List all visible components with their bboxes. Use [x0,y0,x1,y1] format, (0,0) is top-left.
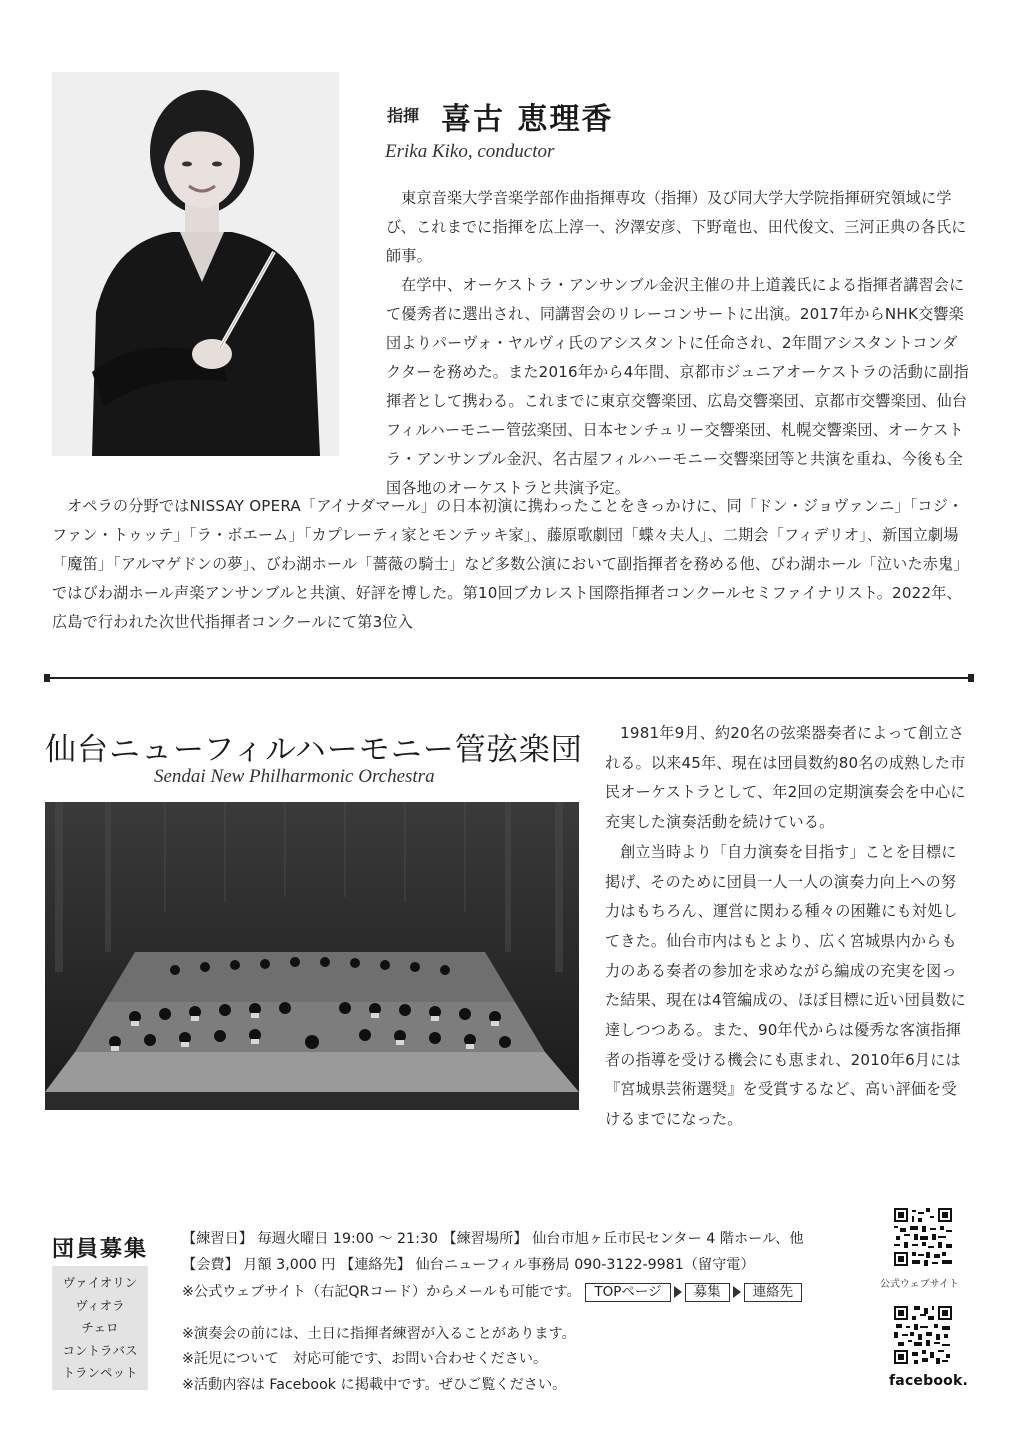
orchestra-title: 仙台ニューフィルハーモニー管弦楽団 [45,732,583,768]
conductor-opera-bio [52,492,972,637]
practice-day: 毎週火曜日 19:00 ～ 21:30 [257,1231,438,1247]
practice-info [182,1228,804,1248]
fee-contact-info [182,1254,755,1274]
practice-day-label: 【練習日】 [182,1231,253,1247]
arrow-right-icon [733,1286,741,1298]
orchestra-description [605,719,971,1135]
qr-caption: 公式ウェブサイト [880,1279,959,1290]
nav-top-button[interactable]: TOPページ [585,1283,670,1302]
part-item: コントラバス [62,1342,138,1358]
orchestra-title-en: Sendai New Philharmonic Orchestra [154,766,435,787]
conductor-role: 指揮 [387,106,420,125]
conductor-name: 喜古 恵理香 [441,102,614,137]
orchestra-photo [45,802,579,1110]
divider-cap-right [968,674,974,682]
part-item: ヴィオラ [75,1297,125,1313]
divider-cap-left [44,674,50,682]
website-qr-icon[interactable] [894,1208,952,1266]
note-childcare: ※託児について 対応可能です、お問い合わせください。 [182,1351,548,1367]
nav-recruit-button[interactable]: 募集 [685,1283,730,1302]
fee-label: 【会費】 [182,1257,239,1273]
conductor-bio [386,184,972,503]
part-item: ヴァイオリン [62,1275,138,1290]
conductor-bio-paragraph-1: 東京音楽大学音楽学部作曲指揮専攻（指揮）及び同大学大学院指揮研究領域に学び、これまでに指揮を広上淳一、汐澤安彦、下野竜也、田代俊文、三河正典の各氏に師事。 [386,189,967,265]
recruit-parts [52,1266,148,1390]
note-rehearsal: ※演奏会の前には、土日に指揮者練習が入ることがあります。 [182,1326,576,1342]
contact-label: 【連絡先】 [340,1257,411,1273]
conductor-bio-paragraph-3: オペラの分野ではNISSAY OPERA「アイナダマール」の日本初演に携わったことをきっかけに、同「ドン・ジョヴァンニ」「コジ・ファン・トゥッテ」「ラ・ボエーム」「カプレーティ家とモンテッキ家」、藤原歌劇団「蝶々夫人」、二期会「フィデリオ」、新国立劇場「魔笛」「アルマゲドンの夢」、びわ湖ホール「薔薇の騎士」など多数公演において副指揮者を務める他、びわ湖ホール「泣いた赤鬼」ではびわ湖ホール声楽アンサンブルと共演、好評を博した。第10回ブカレスト国際指揮者コンクールセミファイナリスト。2022年、広島で行われた次世代指揮者コンクールにて第3位入 [52,497,969,631]
nav-contact-button[interactable]: 連絡先 [744,1283,803,1302]
web-note: ※公式ウェブサイト（右記QRコード）からメールも可能です。 [182,1284,581,1300]
orchestra-paragraph-2: 創立当時より「自力演奏を目指す」ことを目標に掲げ、そのために団員一人一人の演奏力向上への努力はもちろん、運営に関わる種々の困難にも対処してきた。仙台市内はもとより、広く宮城県内からも力のある奏者の参加を求めながら編成の充実を図った結果、現在は4管編成の、ほぼ目標に近い団員数に達しつつある。また、90年代からは優秀な客演指揮者の指導を受ける機会にも恵まれ、2010年6月には『宮城県芸術選奨』を受賞するなど、高い評価を受けるまでになった。 [605,842,966,1129]
conductor-photo [52,72,339,456]
conductor-illustration [52,72,339,456]
web-info [182,1281,802,1302]
orchestra-illustration [45,802,579,1110]
arrow-right-icon [674,1286,682,1298]
practice-place-label: 【練習場所】 [442,1231,528,1247]
orchestra-paragraph-1: 1981年9月、約20名の弦楽器奏者によって創立される。以来45年、現在は団員数約80名の成熟した市民オーケストラとして、年2回の定期演奏会を中心に充実した演奏活動を続けている。 [605,724,966,832]
fee: 月額 3,000 円 [243,1257,336,1273]
conductor-name-en: Erika Kiko, conductor [385,141,555,162]
facebook-qr-icon[interactable] [894,1306,952,1364]
practice-place: 仙台市旭ヶ丘市民センター 4 階ホール、他 [532,1231,804,1247]
part-item: トランペット [62,1365,138,1380]
conductor-bio-paragraph-2: 在学中、オーケストラ・アンサンブル金沢主催の井上道義氏による指揮者講習会にて優秀者に選出され、同講習会のリレーコンサートに出演。2017年からNHK交響楽団よりパーヴォ・ヤルヴィ氏のアシスタントに任命され、2年間アシスタントコンダクターを務めた。また2016年から4年間、京都市ジュニアオーケストラの活動に副指揮者として携わる。これまでに東京交響楽団、広島交響楽団、京都市交響楽団、仙台フィルハーモニー管弦楽団、日本センチュリー交響楽団、札幌交響楽団、オーケストラ・アンサンブル金沢、名古屋フィルハーモニー交響楽団等と共演を重ね、今後も全国各地のオーケストラと共演予定。 [386,276,969,497]
section-divider [46,677,972,679]
recruit-title: 団員募集 [52,1237,149,1262]
note-facebook: ※活動内容は Facebook に掲載中です。ぜひご覧ください。 [182,1377,567,1393]
facebook-caption: facebook. [889,1373,969,1389]
contact: 仙台ニューフィル事務局 090-3122-9981（留守電） [415,1257,755,1273]
part-item: チェロ [81,1320,119,1335]
